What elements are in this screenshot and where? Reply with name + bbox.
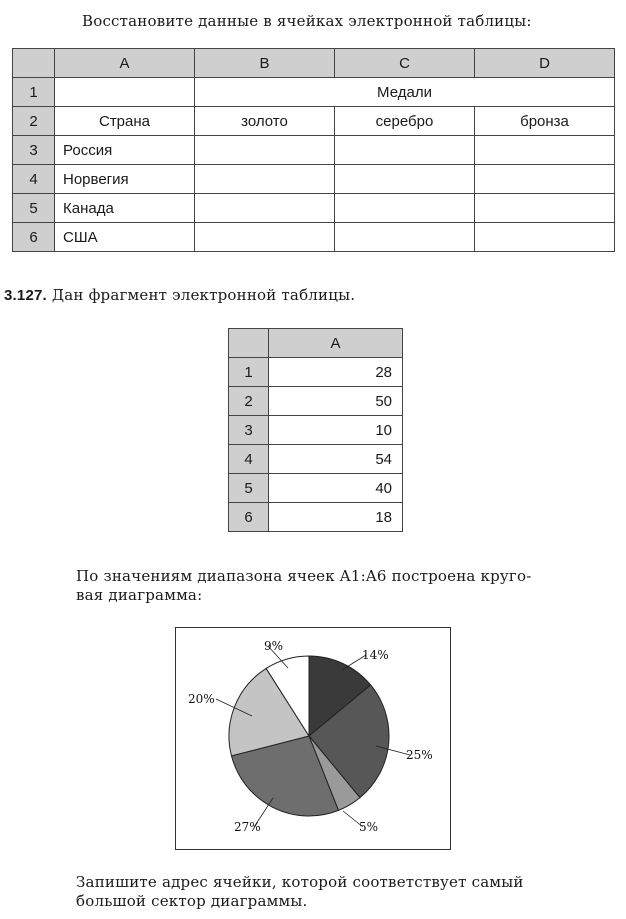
cell-c2[interactable]: серебро [335, 107, 475, 136]
cell-c4[interactable] [335, 165, 475, 194]
column-header-d[interactable]: D [475, 49, 615, 78]
row-header-1[interactable]: 1 [229, 358, 269, 387]
cell-b3[interactable] [195, 136, 335, 165]
task2-heading: Дан фрагмент электронной таблицы. [51, 286, 356, 304]
spreadsheet-values [228, 328, 403, 532]
cell-a2[interactable]: Страна [55, 107, 195, 136]
question-line2: большой сектор диаграммы. [76, 892, 308, 910]
task2-heading-line [4, 286, 355, 304]
cell-b6[interactable] [195, 223, 335, 252]
cell-d4[interactable] [475, 165, 615, 194]
chart-intro-line1: По значениям диапазона ячеек A1:A6 построена круго- [76, 567, 532, 585]
cell-medals-header[interactable]: Медали [195, 78, 615, 107]
row-header-4[interactable]: 4 [229, 445, 269, 474]
corner-cell [229, 329, 269, 358]
cell-a5[interactable]: 40 [269, 474, 403, 503]
chart-intro-line2: вая диаграмма: [76, 586, 203, 604]
cell-c5[interactable] [335, 194, 475, 223]
cell-c6[interactable] [335, 223, 475, 252]
row-header-2[interactable]: 2 [13, 107, 55, 136]
pie-slice-label: 14% [362, 648, 389, 662]
pie-slice-label: 25% [406, 748, 433, 762]
column-header-c[interactable]: C [335, 49, 475, 78]
row-header-5[interactable]: 5 [229, 474, 269, 503]
row-header-6[interactable]: 6 [229, 503, 269, 532]
row-header-3[interactable]: 3 [229, 416, 269, 445]
pie-slice-label: 20% [188, 692, 215, 706]
pie-slice-label: 5% [359, 820, 379, 834]
column-header-a[interactable]: A [269, 329, 403, 358]
pie-chart-frame [175, 627, 451, 850]
pie-slice-label: 27% [234, 820, 261, 834]
cell-a6[interactable]: США [55, 223, 195, 252]
row-header-1[interactable]: 1 [13, 78, 55, 107]
cell-c3[interactable] [335, 136, 475, 165]
corner-cell [13, 49, 55, 78]
row-header-4[interactable]: 4 [13, 165, 55, 194]
column-header-a[interactable]: A [55, 49, 195, 78]
cell-b4[interactable] [195, 165, 335, 194]
cell-d2[interactable]: бронза [475, 107, 615, 136]
cell-a3[interactable]: 10 [269, 416, 403, 445]
row-header-6[interactable]: 6 [13, 223, 55, 252]
task1-heading: Восстановите данные в ячейках электронной таблицы: [82, 12, 532, 30]
cell-a6[interactable]: 18 [269, 503, 403, 532]
row-header-5[interactable]: 5 [13, 194, 55, 223]
question-line1: Запишите адрес ячейки, которой соответствует самый [76, 873, 524, 891]
cell-a5[interactable]: Канада [55, 194, 195, 223]
row-header-3[interactable]: 3 [13, 136, 55, 165]
cell-a1[interactable] [55, 78, 195, 107]
pie-chart [176, 628, 449, 848]
task-number: 3.127. [4, 287, 47, 304]
cell-b2[interactable]: золото [195, 107, 335, 136]
cell-d5[interactable] [475, 194, 615, 223]
cell-b5[interactable] [195, 194, 335, 223]
cell-a4[interactable]: 54 [269, 445, 403, 474]
cell-a3[interactable]: Россия [55, 136, 195, 165]
cell-a4[interactable]: Норвегия [55, 165, 195, 194]
cell-d6[interactable] [475, 223, 615, 252]
cell-a2[interactable]: 50 [269, 387, 403, 416]
spreadsheet-medals [12, 48, 615, 252]
cell-a1[interactable]: 28 [269, 358, 403, 387]
column-header-b[interactable]: B [195, 49, 335, 78]
row-header-2[interactable]: 2 [229, 387, 269, 416]
pie-slice-label: 9% [264, 639, 284, 653]
cell-d3[interactable] [475, 136, 615, 165]
